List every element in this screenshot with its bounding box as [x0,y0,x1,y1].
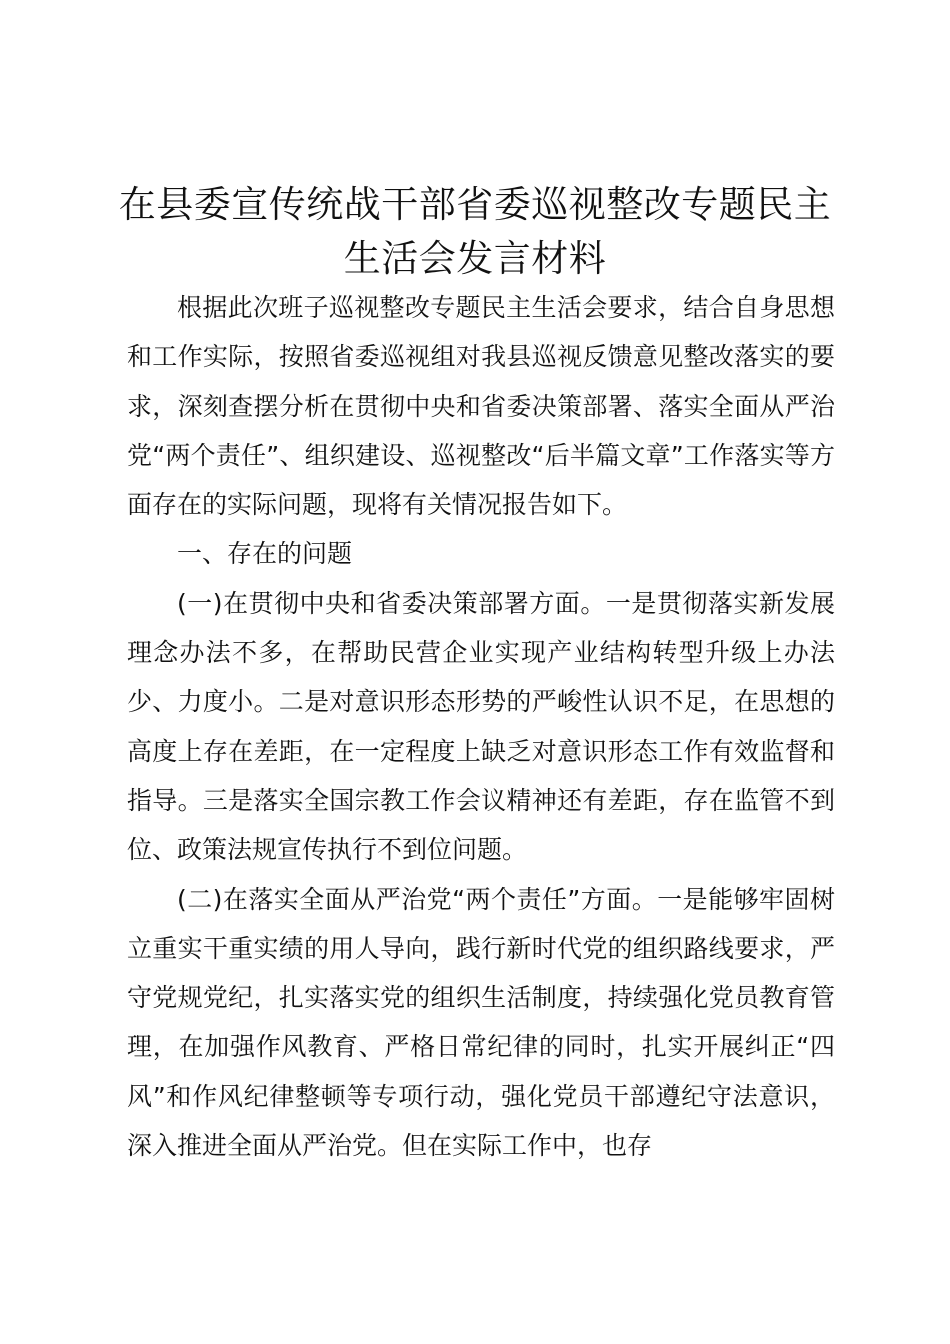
section-heading: 一、存在的问题 [177,539,353,569]
paragraph-item-1: (一)在贯彻中央和省委决策部署方面。一是贯彻落实新发展理念办法不多，在帮助民营企业实现产业结构转型升级上办法少、力度小。二是对意识形态形势的严峻性认识不足，在思想的高度上存在差距，在一定程度上缺乏对意识形态工作有效监督和指导。三是落实全国宗教工作会议精神还有差距，存在监管不到位、政策法规宣传执行不到位问题。 [127,588,835,865]
document-body [127,283,835,1170]
paragraph-intro: 根据此次班子巡视整改专题民主生活会要求，结合自身思想和工作实际，按照省委巡视组对我县巡视反馈意见整改落实的要求，深刻查摆分析在贯彻中央和省委决策部署、落实全面从严治党“两个责任”、组织建设、巡视整改“后半篇文章”工作落实等方面存在的实际问题，现将有关情况报告如下。 [127,293,835,520]
paragraph-item-2: (二)在落实全面从严治党“两个责任”方面。一是能够牢固树立重实干重实绩的用人导向，践行新时代党的组织路线要求，严守党规党纪，扎实落实党的组织生活制度，持续强化党员教育管理，在加强作风教育、严格日常纪律的同时，扎实开展纠正“四风”和作风纪律整顿等专项行动，强化党员干部遵纪守法意识，深入推进全面从严治党。但在实际工作中，也存 [127,884,835,1161]
document-title: 在县委宣传统战干部省委巡视整改专题民主生活会发言材料 [118,183,832,280]
